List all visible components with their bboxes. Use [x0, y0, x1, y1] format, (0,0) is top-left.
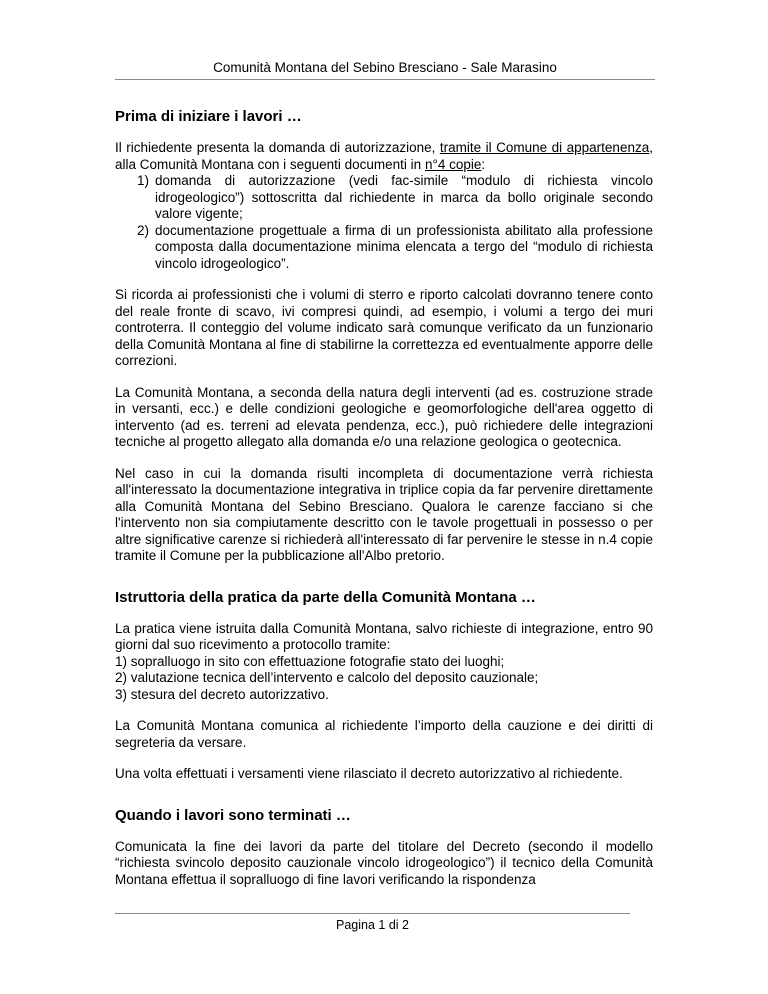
list-text: documentazione progettuale a firma di un professionista abilitato alla professione composta dalla documentazione minima elencata a tergo del “modulo di richiesta vincolo idrogeologico”.: [155, 222, 653, 271]
section-heading-istruttoria: Istruttoria della pratica da parte della Comunità Montana …: [115, 588, 536, 606]
list-item: [137, 223, 653, 273]
footer-divider: [115, 913, 630, 914]
paragraph-versamenti: Una volta effettuati i versamenti viene rilasciato il decreto autorizzativo al richiedente.: [115, 766, 623, 781]
document-list: [115, 173, 653, 272]
paragraph-volumi: Si ricorda ai professionisti che i volumi di sterro e riporto calcolati dovranno tenere conto del reale fronte di scavo, ivi compresi quindi, ad esempio, i volumi a tergo dei muri controterra. Il conteggio del volume indicato sarà comunque verificato da un funzionario della Comunità Montana al fine di stabilirne la correttezza ed eventualmente apporre delle correzioni.: [115, 287, 653, 368]
list-item: [137, 173, 653, 223]
list-text: domanda di autorizzazione (vedi fac-simile “modulo di richiesta vincolo idrogeologico”) sottoscritta dal richiedente in marca da bollo originale secondo valore vigente;: [155, 173, 653, 221]
section-heading-terminati: Quando i lavori sono terminati …: [115, 806, 351, 824]
page-number: Pagina 1 di 2: [336, 918, 409, 932]
page-header: Comunità Montana del Sebino Bresciano - Sale Marasino: [213, 60, 557, 75]
intro-paragraph: [115, 140, 653, 173]
intro-underline-comune: tramite il Comune di appartenenza: [439, 140, 650, 155]
list-number: 1): [137, 173, 150, 188]
paragraph-istruttoria: [115, 621, 653, 704]
paragraph-fine-lavori: Comunicata la fine dei lavori da parte del titolare del Decreto (secondo il modello “richiesta svincolo deposito cauzionale vincolo idrogeologico”) il tecnico della Comunità Montana effettua il sopralluogo di fine lavori verificando la rispondenza: [115, 838, 653, 887]
paragraph-cauzione: La Comunità Montana comunica al richiedente l’importo della cauzione e dei diritti di segreteria da versare.: [115, 718, 653, 750]
step-item: 2) valutazione tecnica dell’intervento e calcolo del deposito cauzionale;: [115, 670, 539, 685]
section-heading-prima: Prima di iniziare i lavori …: [115, 108, 302, 125]
intro-text-a: Il richiedente presenta la domanda di autorizzazione,: [115, 140, 440, 155]
paragraph-integrazioni: La Comunità Montana, a seconda della natura degli interventi (ad es. costruzione strade in versanti, ecc.) e delle condizioni geologiche e geomorfologiche dell'area oggetto di intervento (ad es. terreni ad elevata pendenza, ecc.), può richiedere delle integrazioni tecniche al progetto allegato alla domanda e/o una relazione geologica o geotecnica.: [115, 384, 653, 449]
list-number: 2): [137, 222, 150, 238]
step-item: 1) sopralluogo in sito con effettuazione fotografie stato dei luoghi;: [115, 653, 505, 669]
header-divider: [115, 79, 655, 80]
intro-text-b: , alla Comunità Montana con i seguenti documenti in: [115, 140, 653, 172]
intro-text-c: :: [481, 156, 486, 172]
paragraph-incompleta: Nel caso in cui la domanda risulti incompleta di documentazione verrà richiesta all'interessato la documentazione integrativa in triplice copia da far pervenire direttamente alla Comunità Montana del Sebino Bresciano. Qualora le carenze facciano si che l'intervento non sia compiutamente descritto con le tavole progettuali in possesso o per altre significative carenze si richiederà all'interessato di far pervenire le stesse in n.4 copie tramite il Comune per la pubblicazione all'Albo pretorio.: [115, 465, 653, 563]
document-body: [115, 108, 653, 903]
istruttoria-intro: La pratica viene istruita dalla Comunità Montana, salvo richieste di integrazione, entro 90 giorni dal suo ricevimento a protocollo tramite:: [115, 620, 653, 652]
step-item: 3) stesura del decreto autorizzativo.: [115, 686, 329, 702]
intro-underline-copie: n°4 copie: [424, 156, 482, 172]
